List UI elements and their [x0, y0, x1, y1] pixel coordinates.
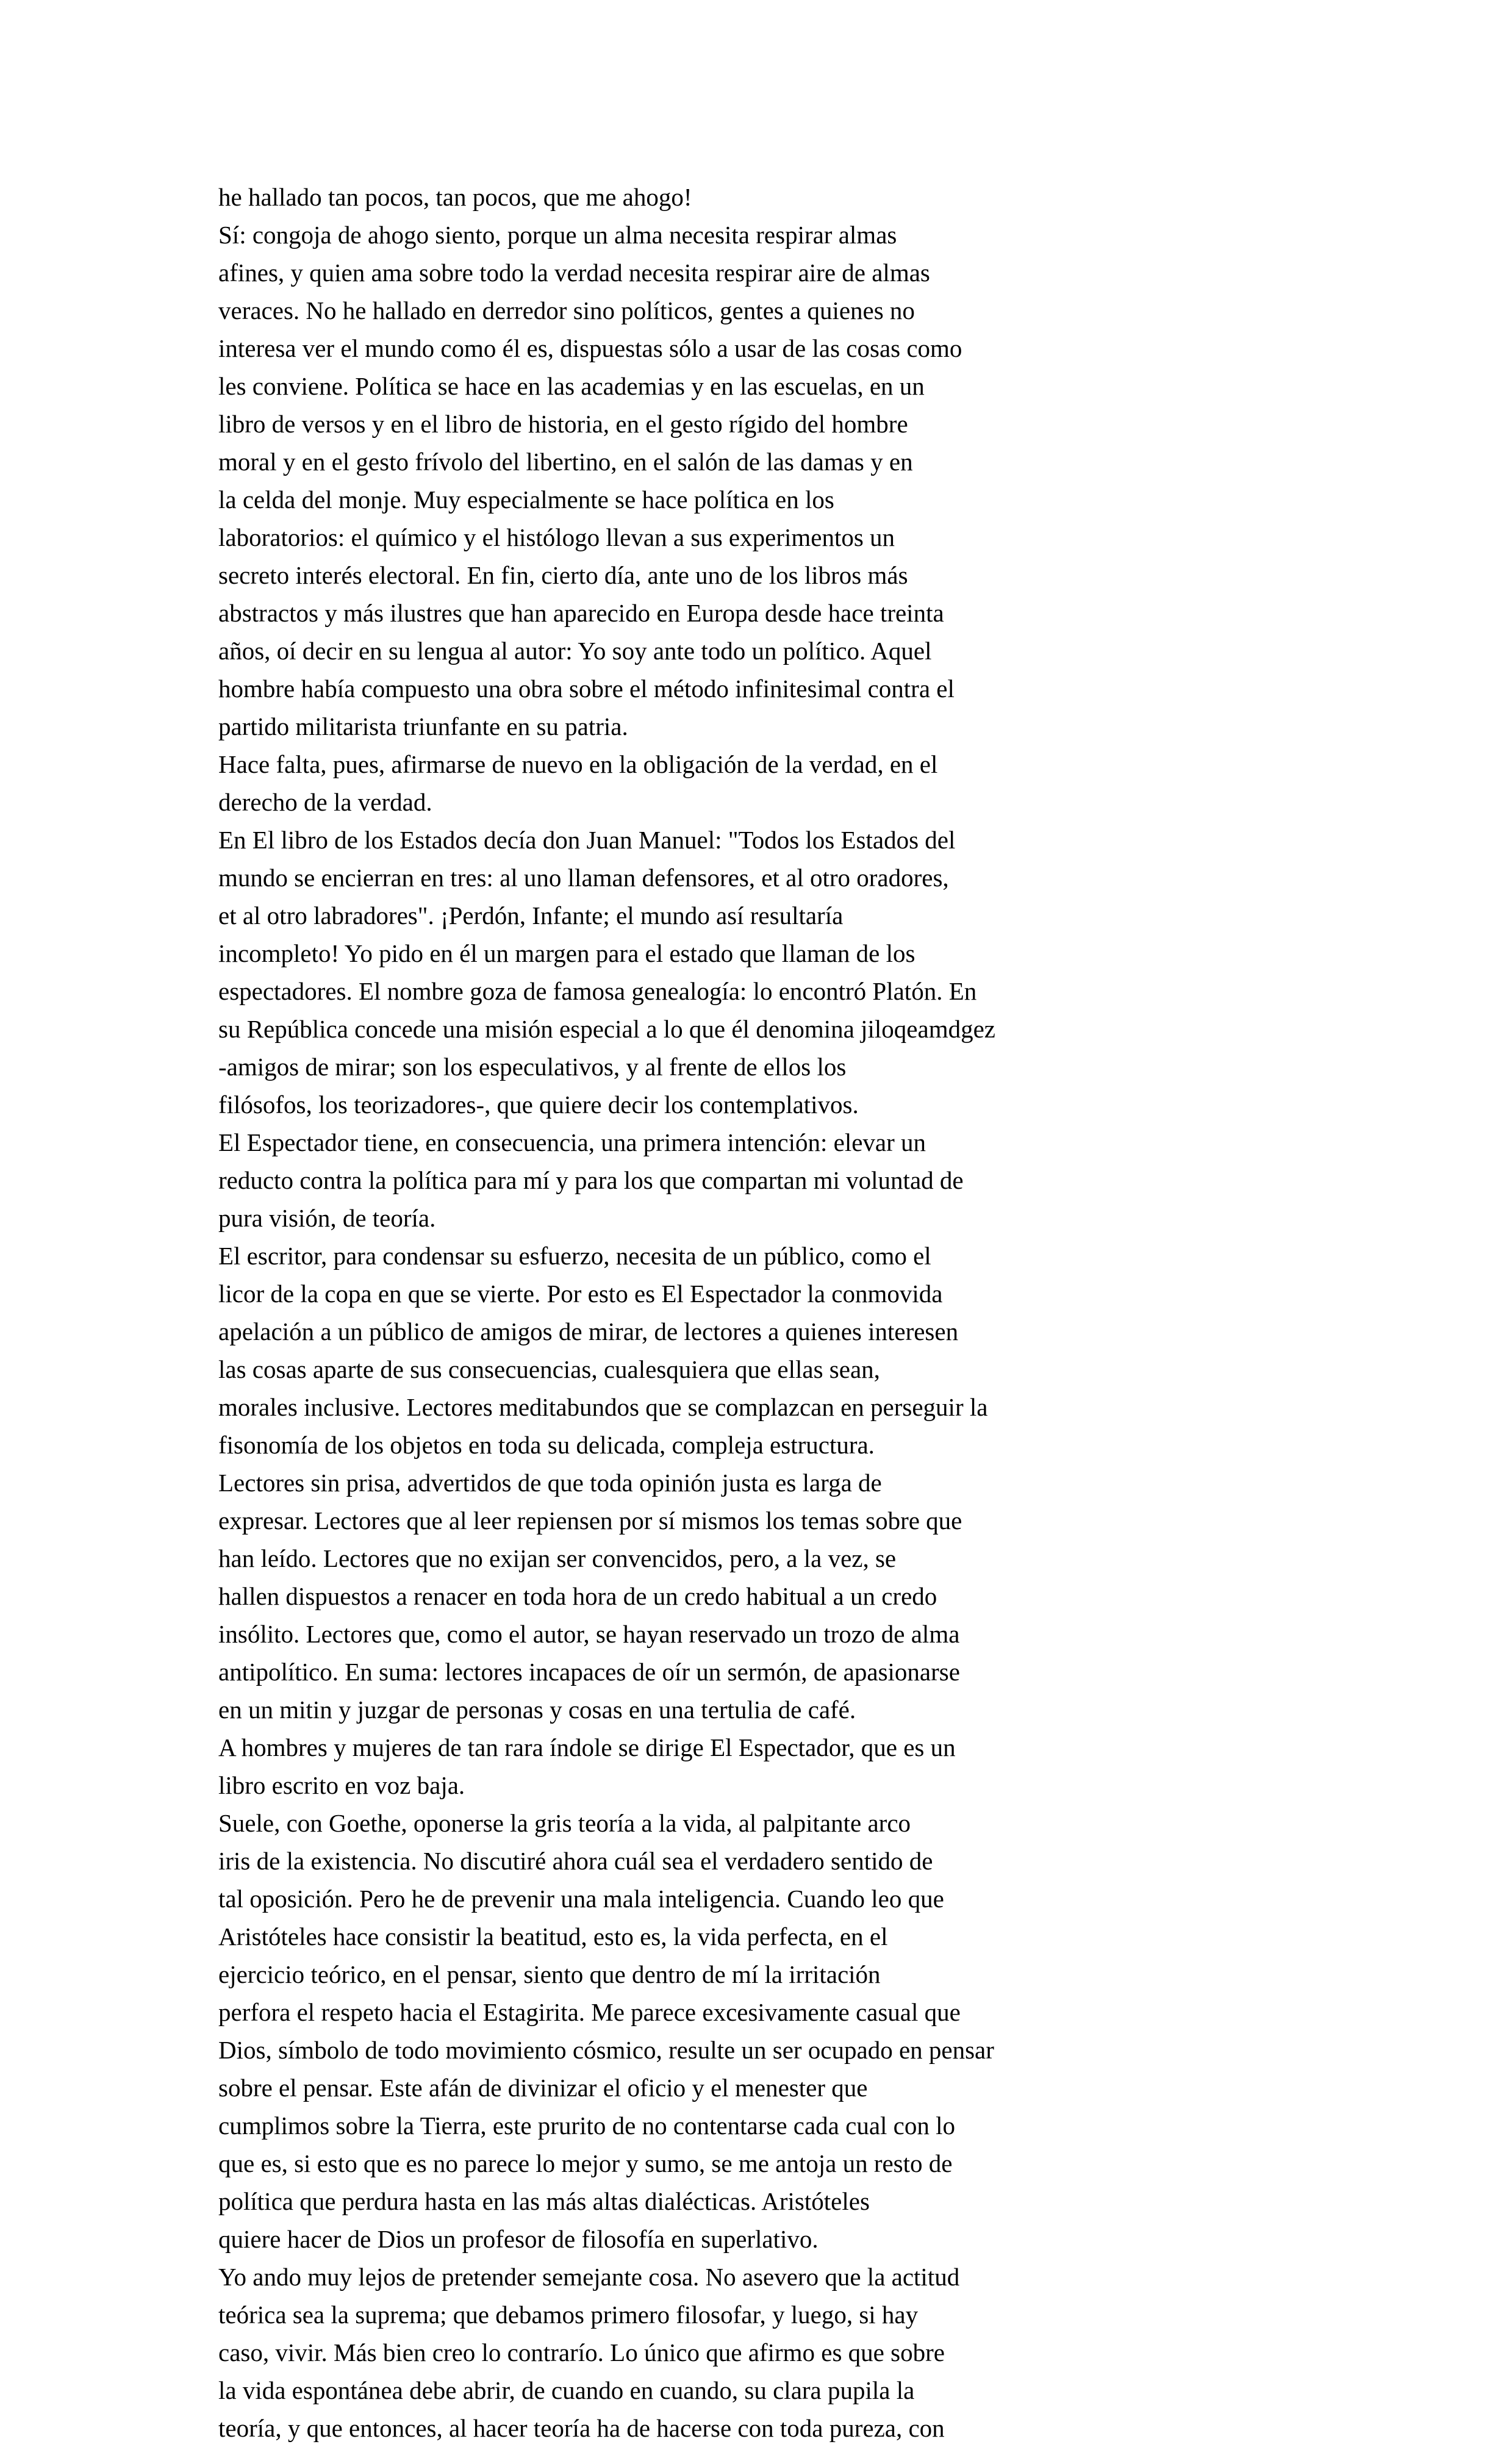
- text-line: El escritor, para condensar su esfuerzo, necesita de un público, como el: [218, 1242, 931, 1270]
- text-line: incompleto! Yo pido en él un margen para el estado que llaman de los: [218, 939, 915, 967]
- text-line: libro de versos y en el libro de historia, en el gesto rígido del hombre: [218, 410, 908, 438]
- text-line: sobre el pensar. Este afán de divinizar el oficio y el menester que: [218, 2074, 868, 2102]
- text-line: las cosas aparte de sus consecuencias, cualesquiera que ellas sean,: [218, 1355, 880, 1383]
- text-line: A hombres y mujeres de tan rara índole se dirige El Espectador, que es un: [218, 1733, 956, 1761]
- text-line: reducto contra la política para mí y para los que compartan mi voluntad de: [218, 1166, 964, 1194]
- text-line: expresar. Lectores que al leer repiensen por sí mismos los temas sobre que: [218, 1507, 962, 1535]
- text-line: licor de la copa en que se vierte. Por esto es El Espectador la conmovida: [218, 1280, 943, 1308]
- text-line: filósofos, los teorizadores-, que quiere decir los contemplativos.: [218, 1091, 859, 1119]
- text-line: insólito. Lectores que, como el autor, se hayan reservado un trozo de alma: [218, 1620, 960, 1648]
- text-line: interesa ver el mundo como él es, dispuestas sólo a usar de las cosas como: [218, 334, 962, 362]
- text-line: veraces. No he hallado en derredor sino políticos, gentes a quienes no: [218, 296, 915, 324]
- text-line: Hace falta, pues, afirmarse de nuevo en la obligación de la verdad, en el: [218, 750, 938, 778]
- text-line: Suele, con Goethe, oponerse la gris teoría a la vida, al palpitante arco: [218, 1809, 911, 1837]
- text-line: derecho de la verdad.: [218, 788, 432, 816]
- text-line: política que perdura hasta en las más altas dialécticas. Aristóteles: [218, 2187, 870, 2215]
- text-line: moral y en el gesto frívolo del libertino, en el salón de las damas y en: [218, 448, 913, 476]
- text-line: libro escrito en voz baja.: [218, 1771, 465, 1799]
- text-line: cumplimos sobre la Tierra, este prurito de no contentarse cada cual con lo: [218, 2112, 955, 2140]
- text-line: pura visión, de teoría.: [218, 1204, 436, 1232]
- text-line: caso, vivir. Más bien creo lo contrarío. Lo único que afirmo es que sobre: [218, 2338, 945, 2366]
- text-line: teoría, y que entonces, al hacer teoría ha de hacerse con toda pureza, con: [218, 2414, 945, 2442]
- text-line: teórica sea la suprema; que debamos primero filosofar, y luego, si hay: [218, 2301, 919, 2329]
- text-line: quiere hacer de Dios un profesor de filosofía en superlativo.: [218, 2225, 819, 2253]
- text-line: En El libro de los Estados decía don Juan Manuel: "Todos los Estados del: [218, 826, 956, 854]
- text-line: apelación a un público de amigos de mirar, de lectores a quienes interesen: [218, 1317, 959, 1345]
- text-line: espectadores. El nombre goza de famosa genealogía: lo encontró Platón. En: [218, 977, 977, 1005]
- text-line: años, oí decir en su lengua al autor: Yo soy ante todo un político. Aquel: [218, 637, 932, 665]
- text-line: hallen dispuestos a renacer en toda hora de un credo habitual a un credo: [218, 1582, 937, 1610]
- text-line: hombre había compuesto una obra sobre el método infinitesimal contra el: [218, 675, 955, 703]
- text-line: partido militarista triunfante en su patria.: [218, 712, 628, 740]
- body-text: [218, 178, 1316, 2447]
- text-line: laboratorios: el químico y el histólogo llevan a sus experimentos un: [218, 523, 895, 551]
- text-line: la vida espontánea debe abrir, de cuando en cuando, su clara pupila la: [218, 2376, 915, 2404]
- text-line: secreto interés electoral. En fin, cierto día, ante uno de los libros más: [218, 561, 908, 589]
- text-line: han leído. Lectores que no exijan ser convencidos, pero, a la vez, se: [218, 1544, 897, 1572]
- text-line: -amigos de mirar; son los especulativos, y al frente de ellos los: [218, 1053, 847, 1081]
- text-line: su República concede una misión especial a lo que él denomina jiloqeamdgez: [218, 1015, 995, 1043]
- text-line: Dios, símbolo de todo movimiento cósmico, resulte un ser ocupado en pensar: [218, 2036, 994, 2064]
- text-line: en un mitin y juzgar de personas y cosas en una tertulia de café.: [218, 1696, 856, 1724]
- text-line: antipolítico. En suma: lectores incapaces de oír un sermón, de apasionarse: [218, 1658, 960, 1686]
- text-line: que es, si esto que es no parece lo mejor y sumo, se me antoja un resto de: [218, 2149, 953, 2177]
- text-line: El Espectador tiene, en consecuencia, una primera intención: elevar un: [218, 1128, 926, 1156]
- text-line: ejercicio teórico, en el pensar, siento que dentro de mí la irritación: [218, 1960, 881, 1988]
- text-line: morales inclusive. Lectores meditabundos que se complazcan en perseguir la: [218, 1393, 988, 1421]
- text-line: perfora el respeto hacia el Estagirita. Me parece excesivamente casual que: [218, 1998, 961, 2026]
- text-line: fisonomía de los objetos en toda su delicada, compleja estructura.: [218, 1431, 875, 1459]
- text-line: abstractos y más ilustres que han aparecido en Europa desde hace treinta: [218, 599, 944, 627]
- text-line: et al otro labradores". ¡Perdón, Infante; el mundo así resultaría: [218, 901, 844, 930]
- text-line: la celda del monje. Muy especialmente se hace política en los: [218, 485, 834, 514]
- text-line: afines, y quien ama sobre todo la verdad necesita respirar aire de almas: [218, 259, 930, 287]
- text-line: iris de la existencia. No discutiré ahora cuál sea el verdadero sentido de: [218, 1847, 933, 1875]
- text-line: Yo ando muy lejos de pretender semejante cosa. No asevero que la actitud: [218, 2263, 960, 2291]
- text-line: les conviene. Política se hace en las academias y en las escuelas, en un: [218, 372, 925, 400]
- text-line: mundo se encierran en tres: al uno llaman defensores, et al otro oradores,: [218, 864, 949, 892]
- text-line: he hallado tan pocos, tan pocos, que me ahogo!: [218, 183, 692, 211]
- text-line: Lectores sin prisa, advertidos de que toda opinión justa es larga de: [218, 1469, 882, 1497]
- text-line: Sí: congoja de ahogo siento, porque un alma necesita respirar almas: [218, 221, 897, 249]
- text-line: Aristóteles hace consistir la beatitud, esto es, la vida perfecta, en el: [218, 1922, 888, 1951]
- text-line: tal oposición. Pero he de prevenir una mala inteligencia. Cuando leo que: [218, 1885, 944, 1913]
